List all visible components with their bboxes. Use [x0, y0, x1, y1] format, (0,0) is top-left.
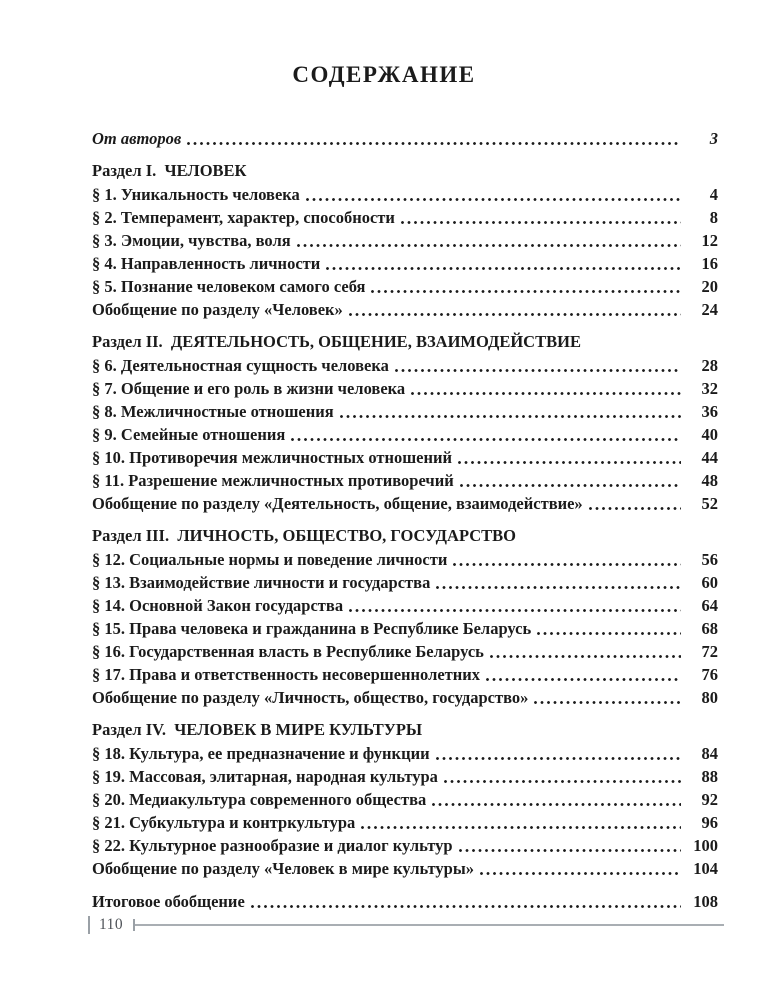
toc-entry-final [92, 890, 718, 913]
entry-label: Обобщение по разделу «Деятельность, общение, взаимодействие» [92, 494, 583, 513]
toc-entry [92, 298, 718, 321]
dot-leader [458, 461, 681, 464]
dot-leader [361, 826, 681, 829]
toc-entry [92, 811, 718, 834]
toc-entry [92, 617, 718, 640]
toc-entry [92, 492, 718, 515]
entry-page-number: 20 [701, 277, 718, 296]
footer-left-tick [88, 916, 90, 934]
entry-label: От авторов [92, 129, 182, 148]
entry-page-number: 8 [709, 208, 718, 227]
toc-entry [92, 354, 718, 377]
section-heading: Раздел I. ЧЕЛОВЕК [92, 161, 247, 180]
entry-label: § 14. Основной Закон государства [92, 596, 344, 615]
entry-label: Обобщение по разделу «Личность, общество, государство» [92, 688, 529, 707]
dot-leader [349, 609, 681, 612]
entry-page-number: 44 [701, 448, 718, 467]
entry-label: § 1. Уникальность человека [92, 185, 300, 204]
page-title: СОДЕРЖАНИЕ [292, 62, 476, 87]
entry-label: § 19. Массовая, элитарная, народная культура [92, 767, 438, 786]
toc-entry [92, 765, 718, 788]
entry-page-number: 76 [701, 665, 718, 684]
entry-page-number: 88 [701, 767, 718, 786]
toc-entry-preface [92, 127, 718, 150]
dot-leader [306, 198, 681, 201]
dot-leader [371, 290, 681, 293]
toc-entry [92, 400, 718, 423]
entry-page-number: 56 [701, 550, 718, 569]
dot-leader [453, 563, 681, 566]
dot-leader [459, 849, 681, 852]
toc-entry [92, 788, 718, 811]
entry-label: Обобщение по разделу «Человек в мире культуры» [92, 859, 474, 878]
dot-leader [291, 438, 681, 441]
entry-page-number: 24 [701, 300, 718, 319]
entry-label: § 13. Взаимодействие личности и государства [92, 573, 431, 592]
entry-page-number: 108 [693, 892, 718, 911]
toc-entry [92, 663, 718, 686]
entry-page-number: 92 [701, 790, 718, 809]
entry-label: § 9. Семейные отношения [92, 425, 286, 444]
toc-section [92, 330, 718, 515]
dot-leader [187, 142, 681, 145]
entry-label: § 21. Субкультура и контркультура [92, 813, 356, 832]
dot-leader [436, 757, 681, 760]
entry-label: § 17. Права и ответственность несовершеннолетних [92, 665, 481, 684]
toc-section [92, 159, 718, 321]
dot-leader [537, 632, 681, 635]
toc-entry [92, 742, 718, 765]
entry-page-number: 64 [701, 596, 718, 615]
section-heading: Раздел III. ЛИЧНОСТЬ, ОБЩЕСТВО, ГОСУДАРСТВО [92, 526, 516, 545]
footer-page-number: 110 [99, 916, 124, 933]
dot-leader [486, 678, 681, 681]
dot-leader [401, 221, 681, 224]
section-entries [92, 742, 718, 880]
toc-entry [92, 275, 718, 298]
table-of-contents [92, 127, 718, 913]
section-entries [92, 354, 718, 515]
entry-page-number: 3 [709, 129, 718, 148]
entry-page-number: 52 [701, 494, 718, 513]
entry-label: § 20. Медиакультура современного общества [92, 790, 427, 809]
entry-label: § 16. Государственная власть в Республике Беларусь [92, 642, 484, 661]
dot-leader [480, 872, 681, 875]
dot-leader [395, 369, 681, 372]
entry-page-number: 48 [701, 471, 718, 490]
page-footer [88, 916, 724, 934]
entry-label: Итоговое обобщение [92, 892, 245, 911]
toc-section [92, 524, 718, 709]
dot-leader [326, 267, 681, 270]
toc-entry [92, 423, 718, 446]
entry-page-number: 60 [701, 573, 718, 592]
dot-leader [251, 905, 681, 908]
dot-leader [534, 701, 681, 704]
entry-label: § 4. Направленность личности [92, 254, 321, 273]
toc-entry [92, 446, 718, 469]
entry-label: § 7. Общение и его роль в жизни человека [92, 379, 406, 398]
dot-leader [340, 415, 681, 418]
dot-leader [432, 803, 681, 806]
entry-label: § 22. Культурное разнообразие и диалог культур [92, 836, 453, 855]
entry-label: § 11. Разрешение межличностных противоречий [92, 471, 454, 490]
dot-leader [411, 392, 681, 395]
entry-page-number: 36 [701, 402, 718, 421]
entry-label: § 3. Эмоции, чувства, воля [92, 231, 291, 250]
entry-label: § 12. Социальные нормы и поведение личности [92, 550, 448, 569]
toc-sections [92, 159, 718, 880]
entry-page-number: 100 [693, 836, 718, 855]
dot-leader [589, 507, 681, 510]
toc-entry [92, 469, 718, 492]
entry-page-number: 4 [709, 185, 718, 204]
footer-rule [135, 924, 724, 926]
toc-entry [92, 229, 718, 252]
entry-page-number: 96 [701, 813, 718, 832]
toc-entry [92, 548, 718, 571]
dot-leader [490, 655, 681, 658]
section-entries [92, 548, 718, 709]
toc-entry [92, 377, 718, 400]
dot-leader [349, 313, 681, 316]
toc-entry [92, 206, 718, 229]
entry-label: § 15. Права человека и гражданина в Республике Беларусь [92, 619, 532, 638]
entry-label: § 6. Деятельностная сущность человека [92, 356, 389, 375]
entry-page-number: 84 [701, 744, 718, 763]
entry-label: § 8. Межличностные отношения [92, 402, 334, 421]
entry-page-number: 80 [701, 688, 718, 707]
toc-entry [92, 857, 718, 880]
toc-entry [92, 594, 718, 617]
toc-entry [92, 640, 718, 663]
section-entries [92, 183, 718, 321]
dot-leader [436, 586, 681, 589]
dot-leader [444, 780, 681, 783]
entry-page-number: 32 [701, 379, 718, 398]
toc-entry [92, 571, 718, 594]
entry-page-number: 72 [701, 642, 718, 661]
section-heading: Раздел IV. ЧЕЛОВЕК В МИРЕ КУЛЬТУРЫ [92, 720, 423, 739]
entry-page-number: 28 [701, 356, 718, 375]
entry-page-number: 40 [701, 425, 718, 444]
entry-label: § 2. Темперамент, характер, способности [92, 208, 395, 227]
entry-label: § 5. Познание человеком самого себя [92, 277, 366, 296]
entry-label: § 10. Противоречия межличностных отношений [92, 448, 452, 467]
entry-page-number: 12 [701, 231, 718, 250]
toc-entry [92, 252, 718, 275]
entry-page-number: 16 [701, 254, 718, 273]
toc-entry [92, 686, 718, 709]
entry-label: § 18. Культура, ее предназначение и функции [92, 744, 430, 763]
entry-page-number: 104 [693, 859, 718, 878]
section-heading: Раздел II. ДЕЯТЕЛЬНОСТЬ, ОБЩЕНИЕ, ВЗАИМОДЕЙСТВИЕ [92, 332, 581, 351]
toc-entry [92, 834, 718, 857]
toc-entry [92, 183, 718, 206]
toc-section [92, 718, 718, 880]
dot-leader [297, 244, 681, 247]
entry-page-number: 68 [701, 619, 718, 638]
entry-label: Обобщение по разделу «Человек» [92, 300, 343, 319]
dot-leader [460, 484, 681, 487]
